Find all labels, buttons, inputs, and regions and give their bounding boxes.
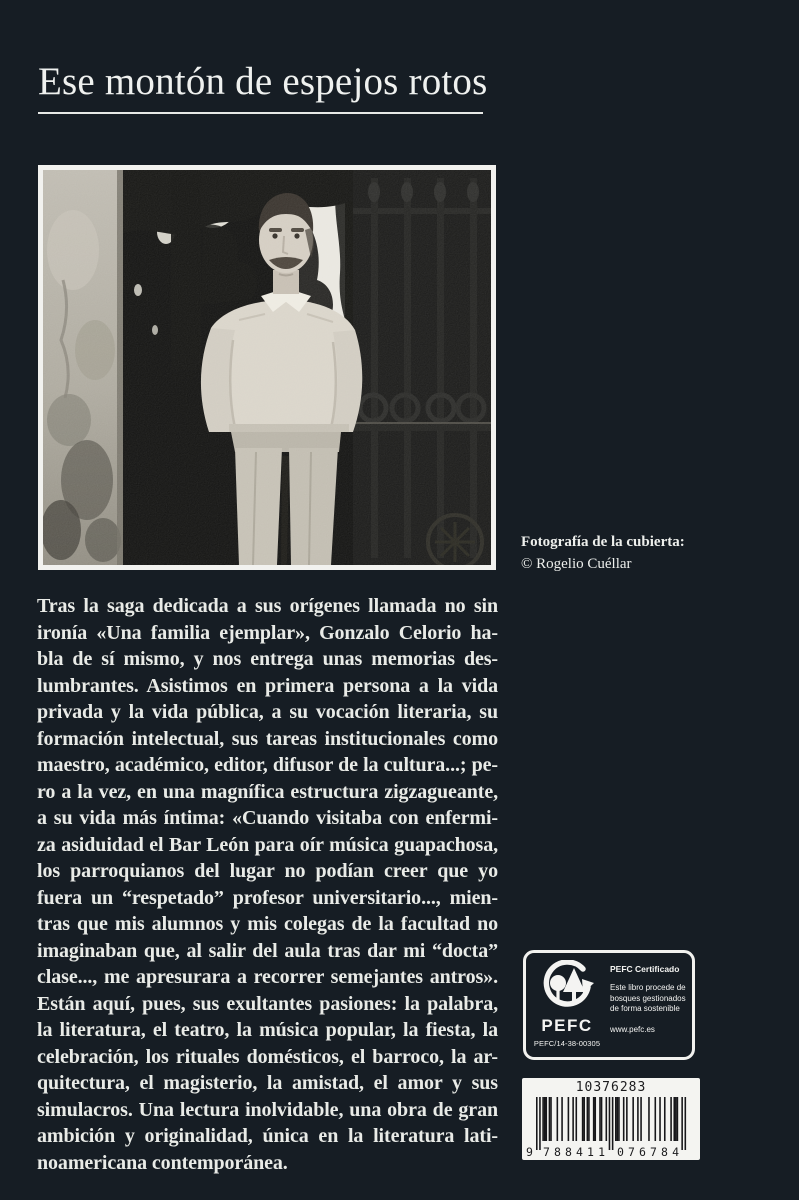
blurb-line: imaginaban que, al salir del aula tras dar mi “docta”: [37, 939, 498, 962]
barcode-top-number: 10376283: [575, 1080, 647, 1095]
blurb-line: privada y la vida pública, a su vocación literaria, su: [37, 701, 498, 723]
back-cover-blurb: [37, 593, 498, 1176]
book-title: Ese montón de espejos rotos: [38, 60, 488, 103]
blurb-line: za asiduidad el Bar León para oír música guapachosa,: [37, 833, 498, 856]
pefc-logo-icon: [538, 960, 596, 1016]
photo-credit-name: © Rogelio Cuéllar: [521, 556, 632, 572]
isbn-digits-right: 076784: [617, 1145, 679, 1159]
blurb-line: clase..., me apresurara a recorrer semejantes antros».: [37, 966, 498, 988]
blurb-line: ambición y originalidad, única en la literatura lati-: [37, 1125, 498, 1147]
blurb-line: la literatura, el teatro, la música popular, la fiesta, la: [37, 1019, 498, 1041]
blurb-line: Tras la saga dedicada a sus orígenes llamada no sin: [37, 595, 498, 617]
blurb-line: los parroquianos del lugar no podían creer que yo: [37, 860, 498, 882]
blurb-line: formación intelectual, sus tareas institucionales como: [37, 727, 498, 750]
blurb-line: ironía «Una familia ejemplar», Gonzalo Celorio ha-: [37, 621, 498, 644]
isbn-barcode-box: [522, 1078, 700, 1160]
ean13-barcode: [522, 1095, 700, 1159]
blurb-line: celebración, los rituales domésticos, el barroco, la ar-: [37, 1045, 498, 1068]
cover-photo-illustration: [43, 170, 491, 565]
blurb-line: fuera un “respetado” profesor universitario..., mien-: [37, 886, 498, 909]
isbn-digits-left: 788411: [543, 1145, 605, 1159]
blurb-line: Están aquí, pues, sus exultantes pasiones: la palabra,: [37, 992, 498, 1015]
blurb-line: simulacros. Una lectura inolvidable, una obra de gran: [37, 1098, 498, 1121]
blurb-line: bla de sí mismo, y nos entrega unas memorias des-: [37, 648, 498, 670]
photo-credit-heading: Fotografía de la cubierta:: [521, 534, 685, 550]
blurb-line: a su vida más íntima: «Cuando visitaba con enfermi-: [37, 807, 498, 829]
blurb-line: quitectura, el magisterio, la amistad, el amor y sus: [37, 1072, 498, 1094]
pefc-description-line: bosques gestionados: [610, 993, 686, 1003]
film-grain-overlay: [43, 170, 491, 565]
pefc-text-column: [608, 953, 692, 1057]
blurb-line: tras que mis alumnos y mis colegas de la facultad no: [37, 913, 498, 935]
blurb-line: maestro, académico, editor, difusor de la cultura...; pe-: [37, 754, 498, 776]
pefc-certificate-code: PEFC/14-38-00305: [533, 1039, 601, 1048]
pefc-description: [610, 983, 688, 1015]
barcode-bars: [536, 1097, 686, 1150]
cover-photo: [38, 165, 496, 570]
pefc-certification-box: [523, 950, 695, 1060]
pefc-description-line: de forma sostenible: [610, 1004, 680, 1013]
blurb-line: noamericana contemporánea.: [37, 1151, 288, 1174]
photo-credit: [521, 531, 761, 575]
blurb-line: ro a la vez, en una magnífica estructura zigzagueante,: [37, 780, 498, 803]
blurb-line: lumbrantes. Asistimos en primera persona a la vida: [37, 674, 498, 697]
pefc-heading: PEFC Certificado: [610, 964, 680, 974]
title-underline: [38, 112, 483, 114]
pefc-website: www.pefc.es: [610, 1024, 655, 1034]
pefc-logo-column: [526, 953, 608, 1057]
pefc-brand-label: PEFC: [541, 1016, 593, 1035]
pefc-description-line: Este libro procede de: [610, 983, 686, 992]
isbn-digit-lead: 9: [526, 1145, 533, 1159]
